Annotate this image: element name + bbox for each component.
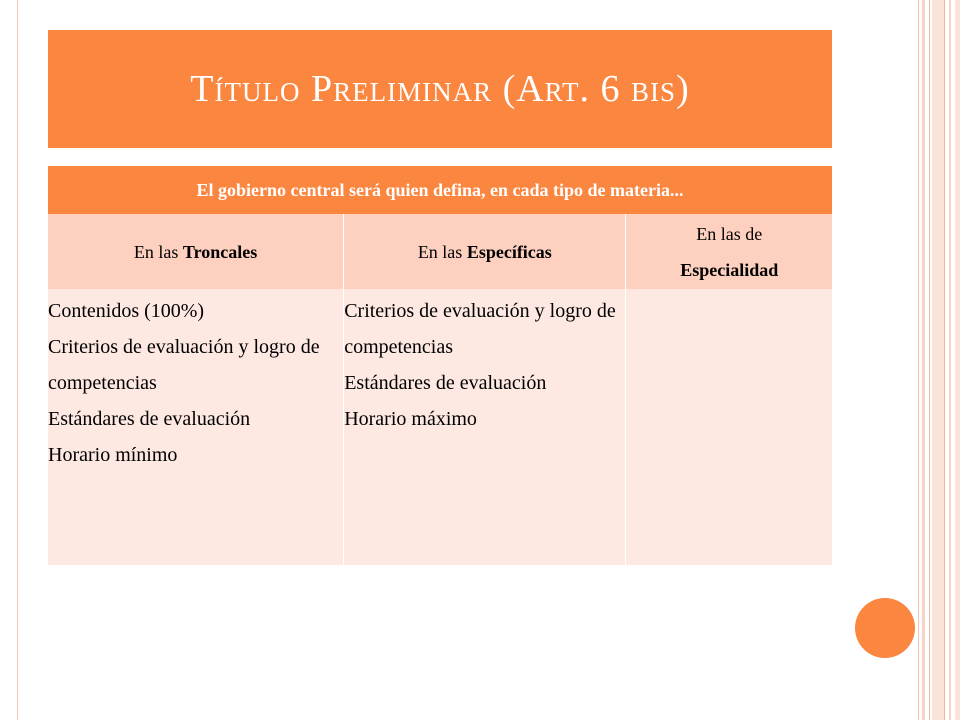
list-item: Criterios de evaluación y logro de competencias — [48, 336, 320, 394]
column-header-bold: Troncales — [182, 241, 258, 262]
column-header-troncales — [48, 214, 344, 289]
column-header-especialidad — [626, 214, 832, 289]
cell-especialidad — [626, 289, 832, 565]
list-item: Estándares de evaluación — [344, 372, 547, 394]
right-stripe — [944, 0, 945, 720]
column-header-prefix: En las — [133, 241, 183, 262]
list-item: Estándares de evaluación — [48, 408, 251, 430]
especificas-list — [344, 289, 625, 437]
table-header-span: El gobierno central será quien defina, en cada tipo de materia... — [48, 166, 832, 214]
title-banner — [48, 30, 832, 148]
right-stripe — [918, 0, 919, 720]
column-header-bold: Específicas — [466, 241, 552, 262]
right-stripe — [932, 0, 944, 720]
table-column-headers — [48, 214, 832, 289]
cell-troncales — [48, 289, 344, 565]
list-item: Horario mínimo — [48, 444, 178, 466]
right-stripe — [955, 0, 960, 720]
content-table — [48, 166, 832, 565]
table-body-row — [48, 289, 832, 565]
slide-title: Título Preliminar (Art. 6 bis) — [190, 68, 690, 110]
column-header-especificas — [344, 214, 626, 289]
right-stripe — [949, 0, 951, 720]
column-header-prefix: En las de — [696, 223, 763, 244]
column-header-prefix: En las — [417, 241, 467, 262]
decorative-circle — [855, 598, 915, 658]
troncales-list — [48, 289, 343, 473]
list-item: Criterios de evaluación y logro de competencias — [344, 300, 616, 358]
table-header-span-row — [48, 166, 832, 214]
list-item: Contenidos (100%) — [48, 300, 205, 322]
right-stripe — [922, 0, 925, 720]
right-stripe — [929, 0, 930, 720]
list-item: Horario máximo — [344, 408, 477, 430]
left-decorative-line — [17, 0, 18, 720]
cell-especificas — [344, 289, 626, 565]
column-header-bold: Especialidad — [680, 259, 779, 280]
